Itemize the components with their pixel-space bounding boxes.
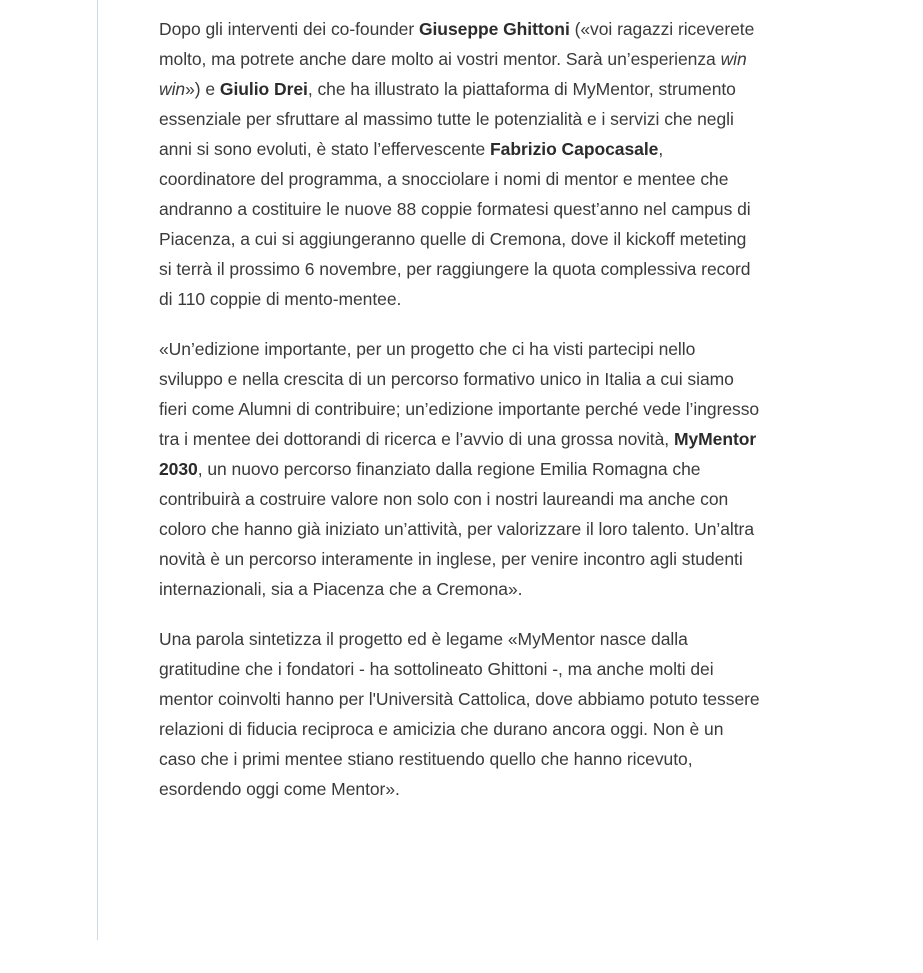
left-border-rule [97,0,98,940]
paragraph-3 [159,624,761,804]
text-run: («voi ragazzi riceverete molto, ma potrete anche dare molto ai vostri mentor. Sarà un’esperienza [159,19,755,69]
text-run: «Un’edizione importante, per un progetto che ci ha visti partecipi nello sviluppo e nella crescita di un percorso formativo unico in Italia a cui siamo fieri come Alumni di contribuire; un’edizione importante perché vede l’ingresso tra i mentee dei dottorandi di ricerca e l’avvio di una grossa novità, [159,339,760,449]
person-name-giulio-drei: Giulio Drei [219,79,308,99]
program-name-mymentor-2030: MyMentor 2030 [159,429,757,479]
paragraph-2 [159,334,761,604]
text-run: , che ha illustrato la piattaforma di MyMentor, strumento essenziale per sfruttare al massimo tutte le potenzialità e i servizi che negli anni si sono evoluti, è stato l’effervescente [159,79,736,159]
person-name-fabrizio-capocasale: Fabrizio Capocasale [490,139,659,159]
person-name-giuseppe-ghittoni: Giuseppe Ghittoni [418,19,570,39]
text-run: , un nuovo percorso finanziato dalla regione Emilia Romagna che contribuirà a costruire valore non solo con i nostri laureandi ma anche con coloro che hanno già iniziato un’attività, per valorizzare il loro talento. Un’altra novità è un percorso interamente in inglese, per venire incontro agli studenti internazionali, sia a Piacenza che a Cremona». [159,459,755,599]
text-run: ») e [185,79,220,99]
paragraph-1 [159,14,761,314]
text-run: , coordinatore del programma, a snocciolare i nomi di mentor e mentee che andranno a costituire le nuove 88 coppie formatesi quest’anno nel campus di Piacenza, a cui si aggiungeranno quelle di Cremona, dove il kickoff meteting si terrà il prossimo 6 novembre, per raggiungere la quota complessiva record di 110 coppie di mento-mentee. [159,139,751,309]
emphasis-win-win: win win [159,49,747,99]
text-run: Dopo gli interventi dei co-founder [159,19,419,39]
text-run: Una parola sintetizza il progetto ed è legame «MyMentor nasce dalla gratitudine che i fondatori - ha sottolineato Ghittoni -, ma anche molti dei mentor coinvolti hanno per l'Università Cattolica, dove abbiamo potuto tessere relazioni di fiducia reciproca e amicizia che durano ancora oggi. Non è un caso che i primi mentee stiano restituendo quello che hanno ricevuto, esordendo oggi come Mentor». [159,629,760,799]
article-body [159,14,761,804]
